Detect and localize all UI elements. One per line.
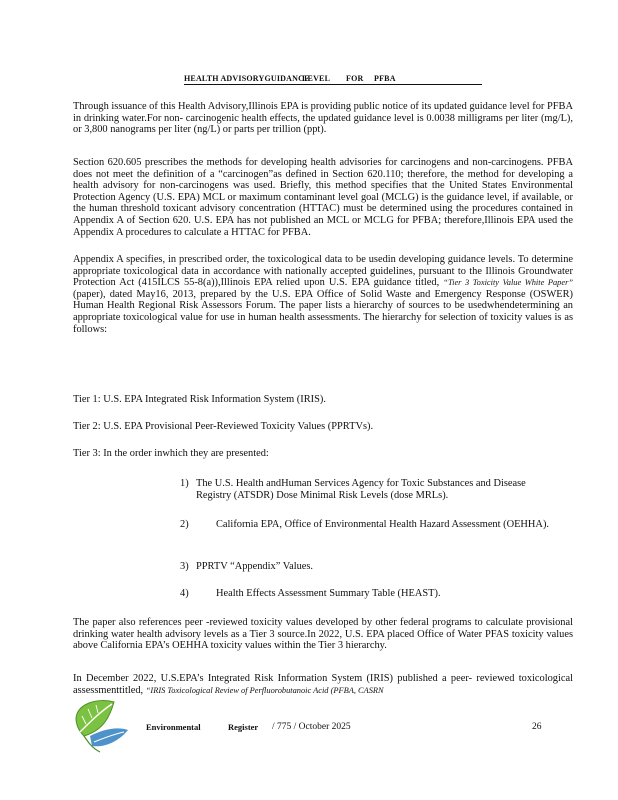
- list-item: [180, 478, 560, 504]
- footer-publication: Environmental: [146, 722, 201, 732]
- paragraph-3-part-a: Appendix A specifies, in prescribed order, the toxicological data to be usedin developing guidance levels. To determine appropriate toxicological data in accordance with nationally accepted guidelines, pursuant to the Illinois Groundwater Protection Act (415ILCS 55-8(a)),Illinois EPA relied upon U.S. EPA guidance titled,: [73, 254, 573, 289]
- paragraph-3: [73, 254, 573, 335]
- assessment-title: “IRIS Toxicological Review of Perfluorobutanoic Acid (PFBA, CASRN: [145, 685, 384, 695]
- heading-for: FOR: [346, 74, 364, 83]
- list-item-text: PPRTV “Appendix” Values.: [196, 561, 314, 572]
- heading-title: HEALTH ADVISORYGUIDANCE: [184, 74, 310, 83]
- paragraph-5: [73, 673, 573, 697]
- list-item-text: Health Effects Assessment Summary Table (HEAST).: [216, 588, 441, 599]
- paragraph-3-part-b: (paper), dated May16, 2013, prepared by the U.S. EPA Office of Solid Waste and Emergency Response (OSWER) Human Health Regional Risk Assessors Forum. The paper lists a hierarchy of sources to be usedwhendetermining an appropriate toxicological value for use in human health assessments. The hierarchy for selection of toxicity values is as follows:: [73, 288, 573, 335]
- paragraph-1: Through issuance of this Health Advisory,Illinois EPA is providing public notice of its updated guidance level for PFBA in drinking water.For non- carcinogenic health effects, the updated guidance level is 0.0038 milligrams per liter (mg/L), or 3,800 nanograms per liter (ng/L) or parts per trillion (ppt).: [73, 101, 573, 136]
- list-item: [180, 588, 560, 602]
- heading-level: LEVEL: [302, 74, 331, 83]
- tier-2: Tier 2: U.S. EPA Provisional Peer-Reviewed Toxicity Values (PPRTVs).: [73, 421, 374, 432]
- paper-title: “Tier 3 Toxicity Value White Paper”: [443, 278, 573, 288]
- leaf-logo-icon: [70, 696, 134, 754]
- footer-issue: / 775 / October 2025: [272, 722, 351, 732]
- paragraph-2: Section 620.605 prescribes the methods for developing health advisories for carcinogens and non-carcinogens. PFBA does not meet the definition of a “carcinogen”as defined in Section 620.110; therefore, the method for developing a health advisory for non-carcinogens was used. Briefly, this method specifies that the United States Environmental Protection Agency (U.S. EPA) MCL or maximum contaminant level goal (MCLG) is the guidance level, if available, or the human threshold toxicant advisory concentration (HTTAC) must be determined using the procedures contained in Appendix A of Section 620. U.S. EPA has not published an MCL or MCLG for PFBA; therefore,Illinois EPA used the Appendix A procedures to calculate a HTTAC for PFBA.: [73, 157, 573, 238]
- tier-1: Tier 1: U.S. EPA Integrated Risk Information System (IRIS).: [73, 394, 326, 405]
- footer-register: Register: [228, 722, 259, 732]
- list-item-number: 1): [180, 478, 189, 489]
- list-item-number: 4): [180, 588, 189, 599]
- list-item-text: California EPA, Office of Environmental Health Hazard Assessment (OEHHA).: [216, 519, 549, 530]
- list-item: [180, 519, 560, 545]
- list-item: [180, 561, 560, 575]
- tier-3: Tier 3: In the order inwhich they are presented:: [73, 448, 269, 459]
- list-item-number: 2): [180, 519, 189, 530]
- heading-pfba: PFBA: [374, 74, 396, 83]
- document-heading: [184, 74, 482, 85]
- paragraph-5-part-a: In December 2022, U.S.EPA’s Integrated Risk Information System (IRIS) published a peer- reviewed toxicological assessmenttitled,: [73, 673, 573, 696]
- footer-page-number: 26: [532, 722, 542, 732]
- list-item-number: 3): [180, 561, 189, 572]
- list-item-text: The U.S. Health andHuman Services Agency for Toxic Substances and Disease Registry (ATSDR) Dose Minimal Risk Levels (dose MRLs).: [196, 478, 526, 501]
- paragraph-4: The paper also references peer -reviewed toxicity values developed by other federal programs to calculate provisional drinking water health advisory levels as a Tier 3 source.In 2022, U.S. EPA placed Office of Water PFAS toxicity values above California EPA’s OEHHA toxicity values within the Tier 3 hierarchy.: [73, 617, 573, 652]
